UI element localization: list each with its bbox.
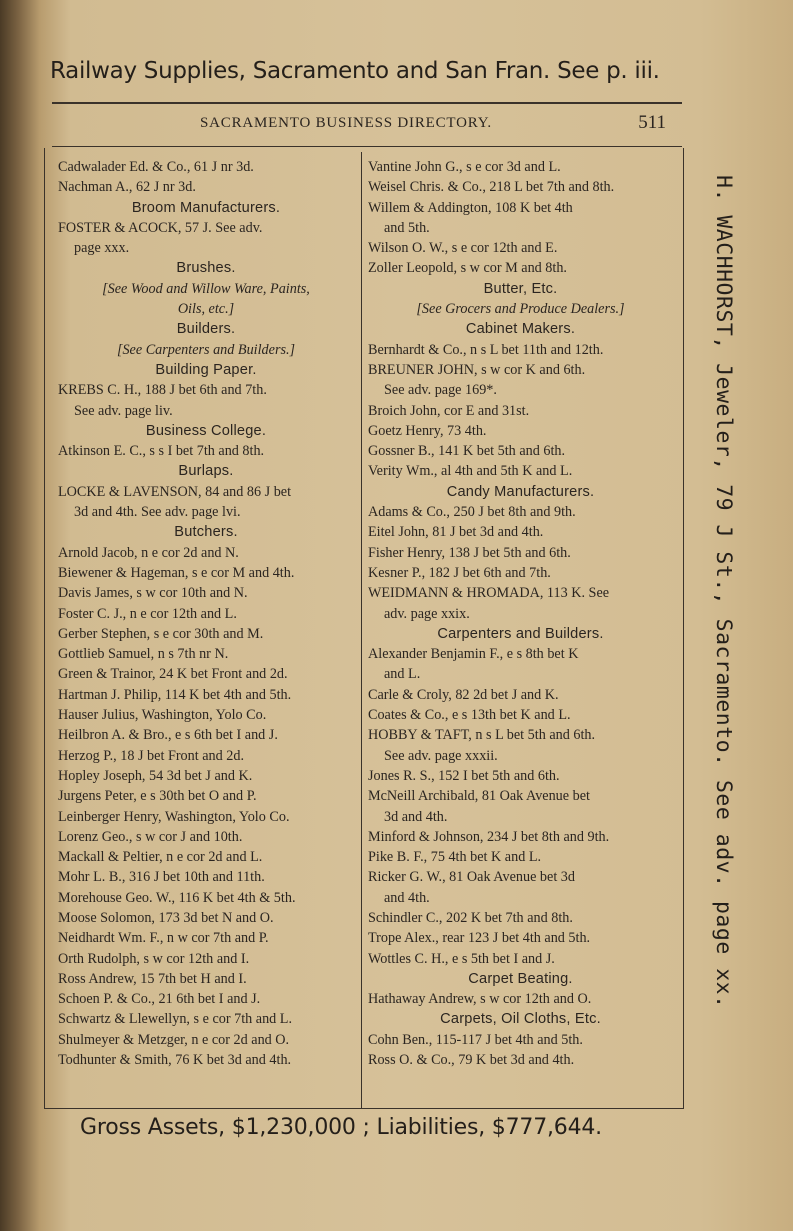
directory-entry: [368, 766, 673, 786]
entry-text: Minford & Johnson, 234 J bet 8th and 9th.: [368, 828, 610, 845]
directory-entry: [368, 238, 673, 258]
directory-entry: [58, 624, 354, 644]
entry-text: Heilbron A. & Bro., e s 6th bet I and J.: [58, 727, 278, 744]
entry-continuation: and L.: [384, 666, 421, 683]
directory-entry: [368, 543, 673, 563]
entry-text: Broich John, cor E and 31st.: [368, 402, 530, 419]
header-rule: [52, 102, 682, 104]
entry-text: Mackall & Peltier, n e cor 2d and L.: [58, 849, 263, 866]
directory-entry: [368, 441, 673, 461]
entry-text: Orth Rudolph, s w cor 12th and I.: [58, 950, 250, 967]
entry-text: Cadwalader Ed. & Co., 61 J nr 3d.: [58, 159, 254, 175]
directory-entry: [58, 604, 354, 624]
page-number: 511: [638, 112, 666, 133]
entry-continuation: and 5th.: [384, 219, 430, 236]
entry-text: Coates & Co., e s 13th bet K and L.: [368, 707, 571, 724]
cross-reference-text: [See Carpenters and Builders.]: [116, 341, 296, 358]
directory-entry: [58, 786, 354, 806]
category-heading: Carpet Beating.: [468, 970, 573, 987]
entry-text: Cohn Ben., 115-117 J bet 4th and 5th.: [368, 1031, 583, 1048]
entry-text: Verity Wm., al 4th and 5th K and L.: [368, 463, 573, 480]
entry-text: Ross O. & Co., 79 K bet 3d and 4th.: [368, 1052, 575, 1069]
entry-continuation: See adv. page liv.: [74, 402, 173, 419]
entry-text: Leinberger Henry, Washington, Yolo Co.: [58, 808, 290, 825]
entry-text: KREBS C. H., 188 J bet 6th and 7th.: [58, 382, 267, 399]
directory-entry: [368, 928, 673, 948]
entry-text: Trope Alex., rear 123 J bet 4th and 5th.: [368, 930, 591, 947]
directory-entry: [368, 908, 673, 928]
directory-entry: [368, 258, 673, 278]
cross-reference-continuation: Oils, etc.]: [177, 301, 235, 318]
entry-text: Schindler C., 202 K bet 7th and 8th.: [368, 909, 573, 926]
directory-entry: [58, 1050, 354, 1070]
directory-entry: [58, 969, 354, 989]
entry-text: Gossner B., 141 K bet 5th and 6th.: [368, 443, 566, 460]
directory-entry: [368, 989, 673, 1009]
entry-continuation: See adv. page 169*.: [384, 382, 497, 399]
entry-text: Gerber Stephen, s e cor 30th and M.: [58, 625, 264, 642]
directory-entry: [368, 461, 673, 481]
category-heading: Building Paper.: [155, 361, 257, 378]
directory-entry: [368, 705, 673, 725]
entry-text: Lorenz Geo., s w cor J and 10th.: [58, 828, 243, 845]
directory-entry: [58, 583, 354, 603]
entry-text: Kesner P., 182 J bet 6th and 7th.: [368, 564, 551, 581]
directory-entry: [58, 177, 354, 197]
cross-reference: [58, 279, 354, 320]
running-header: [52, 106, 682, 147]
directory-entry: [58, 1009, 354, 1029]
entry-text: Bernhardt & Co., n s L bet 11th and 12th.: [368, 341, 604, 358]
directory-entry: [368, 177, 673, 197]
entry-text: HOBBY & TAFT, n s L bet 5th and 6th.: [368, 727, 596, 744]
directory-entry: [58, 563, 354, 583]
entry-text: Nachman A., 62 J nr 3d.: [58, 179, 196, 196]
entry-text: Wottles C. H., e s 5th bet I and J.: [368, 950, 555, 967]
entry-text: Atkinson E. C., s s I bet 7th and 8th.: [58, 443, 265, 460]
entry-text: Vantine John G., s e cor 3d and L.: [368, 159, 561, 175]
cross-reference: [368, 299, 673, 319]
column-divider: [361, 152, 362, 1108]
category-heading: Butchers.: [174, 524, 238, 541]
directory-entry: [58, 664, 354, 684]
directory-entry: [368, 685, 673, 705]
entry-text: Hartman J. Philip, 114 K bet 4th and 5th.: [58, 686, 292, 703]
entry-text: Pike B. F., 75 4th bet K and L.: [368, 849, 542, 866]
entry-text: Todhunter & Smith, 76 K bet 3d and 4th.: [58, 1052, 292, 1069]
category-heading: Cabinet Makers.: [465, 321, 576, 338]
entry-text: Gottlieb Samuel, n s 7th nr N.: [58, 646, 229, 663]
directory-entry: [368, 502, 673, 522]
entry-text: Ross Andrew, 15 7th bet H and I.: [58, 970, 247, 987]
directory-entry: [368, 522, 673, 542]
side-advertisement-text: H. WACHHORST, Jeweler, 79 J St., Sacramento. See adv. page xx.: [711, 175, 736, 1009]
entry-text: Biewener & Hageman, s e cor M and 4th.: [58, 564, 295, 581]
entry-text: Hopley Joseph, 54 3d bet J and K.: [58, 767, 253, 784]
directory-entry: [368, 340, 673, 360]
entry-text: Shulmeyer & Metzger, n e cor 2d and O.: [58, 1031, 290, 1048]
directory-entry: [368, 1030, 673, 1050]
directory-entry: [368, 583, 673, 624]
directory-entry: [58, 685, 354, 705]
entry-text: Hathaway Andrew, s w cor 12th and O.: [368, 991, 592, 1008]
cross-reference: [58, 340, 354, 360]
category-heading: Carpets, Oil Cloths, Etc.: [440, 1011, 601, 1028]
directory-entry: [58, 908, 354, 928]
entry-text: Zoller Leopold, s w cor M and 8th.: [368, 260, 567, 277]
directory-entry: [58, 482, 354, 523]
directory-entry: [368, 157, 673, 177]
entry-continuation: page xxx.: [74, 240, 130, 257]
side-advertisement: [694, 175, 734, 1055]
entry-text: Moose Solomon, 173 3d bet N and O.: [58, 909, 274, 926]
right-column: [368, 157, 673, 1070]
directory-entry: [58, 644, 354, 664]
directory-entry: [58, 441, 354, 461]
entry-text: FOSTER & ACOCK, 57 J. See adv.: [58, 219, 263, 236]
entry-text: Goetz Henry, 73 4th.: [368, 422, 487, 439]
directory-entry: [368, 847, 673, 867]
entry-text: Fisher Henry, 138 J bet 5th and 6th.: [368, 544, 571, 561]
directory-entry: [58, 807, 354, 827]
directory-entry: [58, 989, 354, 1009]
directory-entry: [58, 543, 354, 563]
directory-entry: [58, 949, 354, 969]
directory-entry: [368, 401, 673, 421]
entry-text: Neidhardt Wm. F., n w cor 7th and P.: [58, 930, 269, 947]
entry-text: Hauser Julius, Washington, Yolo Co.: [58, 707, 267, 724]
entry-text: McNeill Archibald, 81 Oak Avenue bet: [368, 788, 590, 805]
cross-reference-text: [See Wood and Willow Ware, Paints,: [102, 280, 310, 297]
directory-entry: [58, 746, 354, 766]
directory-entry: [58, 705, 354, 725]
directory-entry: [368, 421, 673, 441]
entry-text: Arnold Jacob, n e cor 2d and N.: [58, 544, 239, 561]
entry-text: Green & Trainor, 24 K bet Front and 2d.: [58, 666, 288, 683]
directory-entry: [368, 1050, 673, 1070]
directory-entry: [58, 157, 354, 177]
left-column: [58, 157, 354, 1070]
directory-entry: [58, 827, 354, 847]
entry-text: Herzog P., 18 J bet Front and 2d.: [58, 747, 244, 764]
directory-entry: [368, 360, 673, 401]
top-advertisement: Railway Supplies, Sacramento and San Fran. See p. iii.: [50, 58, 660, 84]
directory-entry: [58, 1030, 354, 1050]
category-heading: Builders.: [176, 321, 236, 338]
entry-text: Carle & Croly, 82 2d bet J and K.: [368, 686, 559, 703]
entry-text: Alexander Benjamin F., e s 8th bet K: [368, 646, 579, 663]
entry-continuation: See adv. page xxxii.: [384, 747, 498, 764]
entry-continuation: 3d and 4th.: [384, 808, 448, 825]
directory-entry: [368, 827, 673, 847]
category-heading: Candy Manufacturers.: [446, 483, 595, 500]
directory-entry: [58, 380, 354, 421]
entry-text: Willem & Addington, 108 K bet 4th: [368, 199, 573, 216]
directory-entry: [368, 949, 673, 969]
entry-text: Ricker G. W., 81 Oak Avenue bet 3d: [368, 869, 575, 886]
directory-entry: [58, 928, 354, 948]
directory-entry: [368, 867, 673, 908]
directory-entry: [58, 218, 354, 259]
directory-entry: [368, 786, 673, 827]
entry-text: LOCKE & LAVENSON, 84 and 86 J bet: [58, 483, 292, 500]
directory-entry: [368, 725, 673, 766]
directory-title: SACRAMENTO BUSINESS DIRECTORY.: [200, 115, 492, 131]
directory-entry: [58, 847, 354, 867]
entry-text: Weisel Chris. & Co., 218 L bet 7th and 8th.: [368, 179, 615, 196]
category-heading: Burlaps.: [178, 463, 234, 480]
entry-text: Davis James, s w cor 10th and N.: [58, 585, 248, 602]
entry-text: WEIDMANN & HROMADA, 113 K. See: [368, 585, 610, 602]
entry-text: Wilson O. W., s e cor 12th and E.: [368, 240, 558, 257]
cross-reference-text: [See Grocers and Produce Dealers.]: [416, 301, 625, 318]
entry-text: Eitel John, 81 J bet 3d and 4th.: [368, 524, 544, 541]
directory-entry: [58, 766, 354, 786]
entry-text: Schwartz & Llewellyn, s e cor 7th and L.: [58, 1011, 293, 1028]
entry-text: BREUNER JOHN, s w cor K and 6th.: [368, 361, 586, 378]
entry-text: Jurgens Peter, e s 30th bet O and P.: [58, 788, 257, 805]
entry-text: Adams & Co., 250 J bet 8th and 9th.: [368, 504, 576, 521]
entry-text: Mohr L. B., 316 J bet 10th and 11th.: [58, 869, 265, 886]
directory-entry: [368, 198, 673, 239]
entry-text: Morehouse Geo. W., 116 K bet 4th & 5th.: [58, 889, 296, 906]
category-heading: Business College.: [145, 422, 267, 439]
category-heading: Broom Manufacturers.: [131, 199, 281, 216]
category-heading: Brushes.: [176, 260, 236, 277]
entry-continuation: adv. page xxix.: [384, 605, 470, 622]
directory-entry: [368, 563, 673, 583]
category-heading: Carpenters and Builders.: [437, 625, 604, 642]
entry-continuation: and 4th.: [384, 889, 430, 906]
bottom-advertisement: Gross Assets, $1,230,000 ; Liabilities, $777,644.: [80, 1115, 602, 1140]
category-heading: Butter, Etc.: [483, 280, 558, 297]
entry-text: Jones R. S., 152 I bet 5th and 6th.: [368, 767, 560, 784]
entry-text: Schoen P. & Co., 21 6th bet I and J.: [58, 991, 261, 1008]
directory-entry: [58, 867, 354, 887]
entry-text: Foster C. J., n e cor 12th and L.: [58, 605, 237, 622]
directory-entry: [58, 725, 354, 745]
directory-entry: [368, 644, 673, 685]
directory-entry: [58, 888, 354, 908]
entry-continuation: 3d and 4th. See adv. page lvi.: [74, 504, 241, 521]
